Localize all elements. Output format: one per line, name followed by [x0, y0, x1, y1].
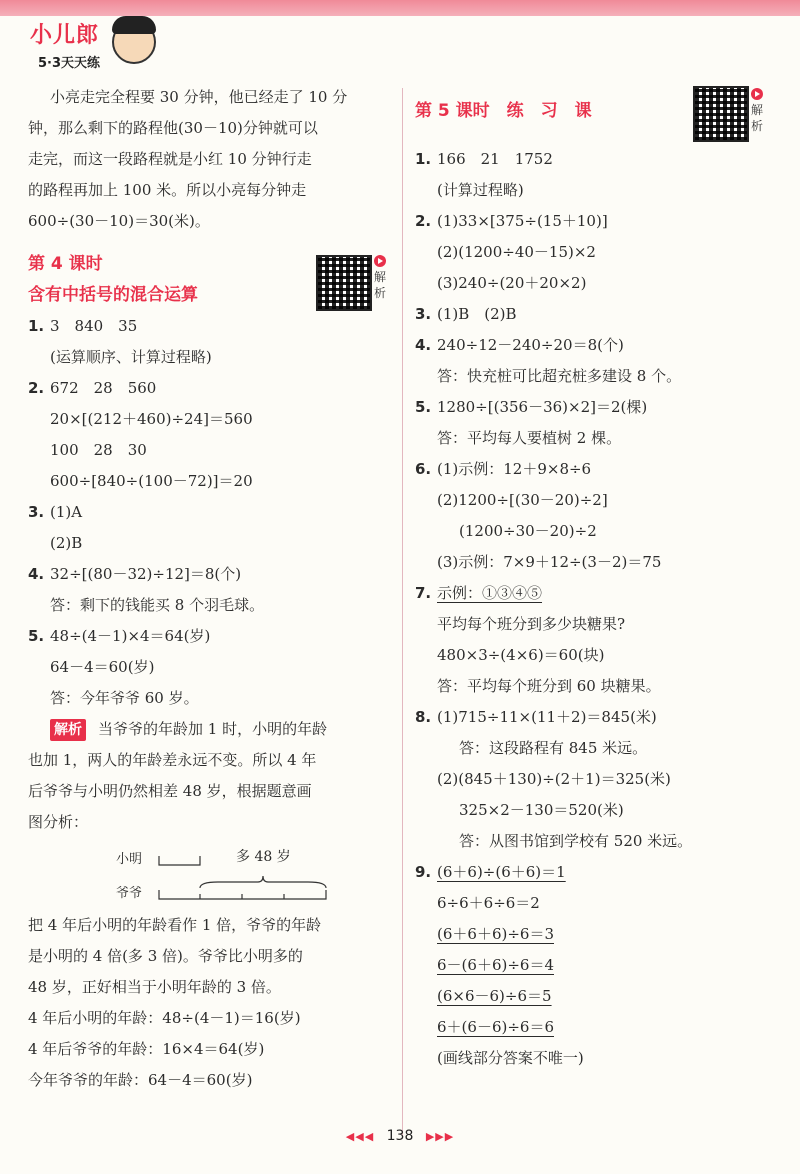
question-number: 7. — [415, 584, 432, 602]
analysis-line: 4 年后小明的年龄：48÷(4－1)＝16(岁) — [28, 1009, 301, 1027]
diagram-diff-label: 多 48 岁 — [236, 849, 291, 865]
answer-line: (1)示例：12＋9×8÷6 — [437, 460, 592, 478]
question-number: 3. — [415, 305, 432, 323]
answer-line: (画线部分答案不唯一) — [437, 1049, 584, 1067]
analysis-line: 当爷爷的年龄加 1 时，小明的年龄 — [98, 720, 328, 738]
diagram-label-grandpa: 爷爷 — [116, 886, 143, 901]
answer-line: (1)A — [50, 503, 83, 521]
diagram-label-xiaoming: 小明 — [116, 852, 143, 867]
analysis-line: 把 4 年后小明的年龄看作 1 倍，爷爷的年龄 — [28, 916, 322, 934]
analysis-line: 4 年后爷爷的年龄：16×4＝64(岁) — [28, 1040, 265, 1058]
answer-line: 1280÷[(356－36)×2]＝2(棵) — [437, 398, 648, 416]
left-column — [28, 82, 396, 1096]
lesson4-title: 第 4 课时 — [28, 254, 103, 274]
analysis-line: 是小明的 4 倍(多 3 倍)。爷爷比小明多的 — [28, 947, 303, 965]
answer-line: 6－(6＋6)÷6＝4 — [437, 956, 554, 974]
answer-line: 64－4＝60(岁) — [50, 658, 155, 676]
question-number: 8. — [415, 708, 432, 726]
answer-line: 6＋(6－6)÷6＝6 — [437, 1018, 554, 1036]
brand-logo — [8, 18, 158, 80]
analysis-tag: 解析 — [50, 719, 86, 741]
qr-code-icon[interactable] — [316, 255, 372, 311]
page-number: 138 — [386, 1128, 414, 1144]
answer-line: 3 840 35 — [50, 317, 138, 335]
top-color-bar — [0, 0, 800, 16]
answer-line: 240÷12－240÷20＝8(个) — [437, 336, 624, 354]
answer-line: (6×6－6)÷6＝5 — [437, 987, 552, 1005]
mascot-icon — [112, 20, 156, 64]
answer-line: 48÷(4－1)×4＝64(岁) — [50, 627, 211, 645]
question-number: 1. — [415, 150, 432, 168]
answer-line: (3)240÷(20＋20×2) — [437, 274, 587, 292]
right-column — [415, 82, 785, 1074]
intro-line: 的路程再加上 100 米。所以小亮每分钟走 — [28, 181, 307, 199]
brand-name: 小儿郎 — [30, 23, 100, 48]
analysis-line: 今年爷爷的年龄：64－4＝60(岁) — [28, 1071, 253, 1089]
intro-line: 钟，那么剩下的路程他(30－10)分钟就可以 — [28, 119, 318, 137]
answer-line: 答：平均每人要植树 2 棵。 — [437, 429, 622, 447]
answer-line: 32÷[(80－32)÷12]＝8(个) — [50, 565, 242, 583]
diagram-segments — [28, 838, 388, 910]
intro-line: 小亮走完全程要 30 分钟，他已经走了 10 分 — [50, 88, 348, 106]
analysis-line: 图分析： — [28, 813, 89, 831]
lesson5-header — [415, 82, 785, 144]
right-arrows-icon: ▶▶▶ — [425, 1130, 455, 1143]
qr-analysis-label: 解析 — [372, 255, 388, 301]
question-number: 2. — [28, 379, 45, 397]
question-number: 1. — [28, 317, 45, 335]
analysis-line: 48 岁，正好相当于小明年龄的 3 倍。 — [28, 978, 281, 996]
qr-analysis-label: 解析 — [749, 88, 765, 134]
question-number: 3. — [28, 503, 45, 521]
answer-line: 平均每个班分到多少块糖果? — [437, 615, 626, 633]
lesson4-subtitle: 含有中括号的混合运算 — [28, 285, 198, 305]
play-icon — [751, 88, 763, 100]
question-number: 6. — [415, 460, 432, 478]
play-icon — [374, 255, 386, 267]
answer-line: 答：从图书馆到学校有 520 米远。 — [459, 832, 693, 850]
lesson5-title: 第 5 课时 练 习 课 — [415, 101, 592, 121]
answer-line: 100 28 30 — [50, 441, 147, 459]
answer-line: (1)715÷11×(11＋2)＝845(米) — [437, 708, 657, 726]
answer-line: 答：平均每个班分到 60 块糖果。 — [437, 677, 661, 695]
question-number: 9. — [415, 863, 432, 881]
answer-line: (计算过程略) — [437, 181, 524, 199]
qr-code-icon[interactable] — [693, 86, 749, 142]
intro-line: 走完，而这一段路程就是小红 10 分钟行走 — [28, 150, 312, 168]
page-footer — [0, 1128, 800, 1144]
answer-line: 6÷6＋6÷6＝2 — [437, 894, 540, 912]
answer-line: 600÷[840÷(100－72)]＝20 — [50, 472, 253, 490]
question-number: 2. — [415, 212, 432, 230]
series-name: 5·3天天练 — [38, 56, 101, 71]
answer-line: 答：快充桩可比超充桩多建设 8 个。 — [437, 367, 682, 385]
answer-line: 示例：①③④⑤ — [437, 584, 543, 602]
answer-line: 20×[(212＋460)÷24]＝560 — [50, 410, 253, 428]
answer-line: 答：剩下的钱能买 8 个羽毛球。 — [50, 596, 265, 614]
answer-line: 答：这段路程有 845 米远。 — [459, 739, 648, 757]
answer-line: (运算顺序、计算过程略) — [50, 348, 212, 366]
answer-line: 166 21 1752 — [437, 150, 553, 168]
answer-line: (1)33×[375÷(15＋10)] — [437, 212, 608, 230]
left-arrows-icon: ◀◀◀ — [345, 1130, 375, 1143]
lesson4-header — [28, 249, 396, 311]
answer-line: (6＋6)÷(6＋6)＝1 — [437, 863, 566, 881]
answer-line: (1)B (2)B — [437, 305, 517, 323]
question-number: 5. — [415, 398, 432, 416]
answer-line: (3)示例：7×9＋12÷(3－2)＝75 — [437, 553, 662, 571]
answer-line: 答：今年爷爷 60 岁。 — [50, 689, 199, 707]
line-segment-diagram — [28, 838, 396, 910]
question-number: 4. — [415, 336, 432, 354]
question-number: 4. — [28, 565, 45, 583]
answer-line: 480×3÷(4×6)＝60(块) — [437, 646, 605, 664]
answer-line: (1200÷30－20)÷2 — [459, 522, 597, 540]
analysis-line: 也加 1，两人的年龄差永远不变。所以 4 年 — [28, 751, 317, 769]
answer-line: (6＋6＋6)÷6＝3 — [437, 925, 554, 943]
answer-line: 325×2－130＝520(米) — [459, 801, 624, 819]
answer-line: (2)1200÷[(30－20)÷2] — [437, 491, 608, 509]
column-divider — [402, 88, 403, 1138]
answer-line: 672 28 560 — [50, 379, 157, 397]
answer-line: (2)(845＋130)÷(2＋1)＝325(米) — [437, 770, 671, 788]
question-number: 5. — [28, 627, 45, 645]
answer-line: (2)B — [50, 534, 83, 552]
analysis-line: 后爷爷与小明仍然相差 48 岁，根据题意画 — [28, 782, 312, 800]
answer-line: (2)(1200÷40－15)×2 — [437, 243, 596, 261]
intro-line: 600÷(30－10)＝30(米)。 — [28, 212, 210, 230]
